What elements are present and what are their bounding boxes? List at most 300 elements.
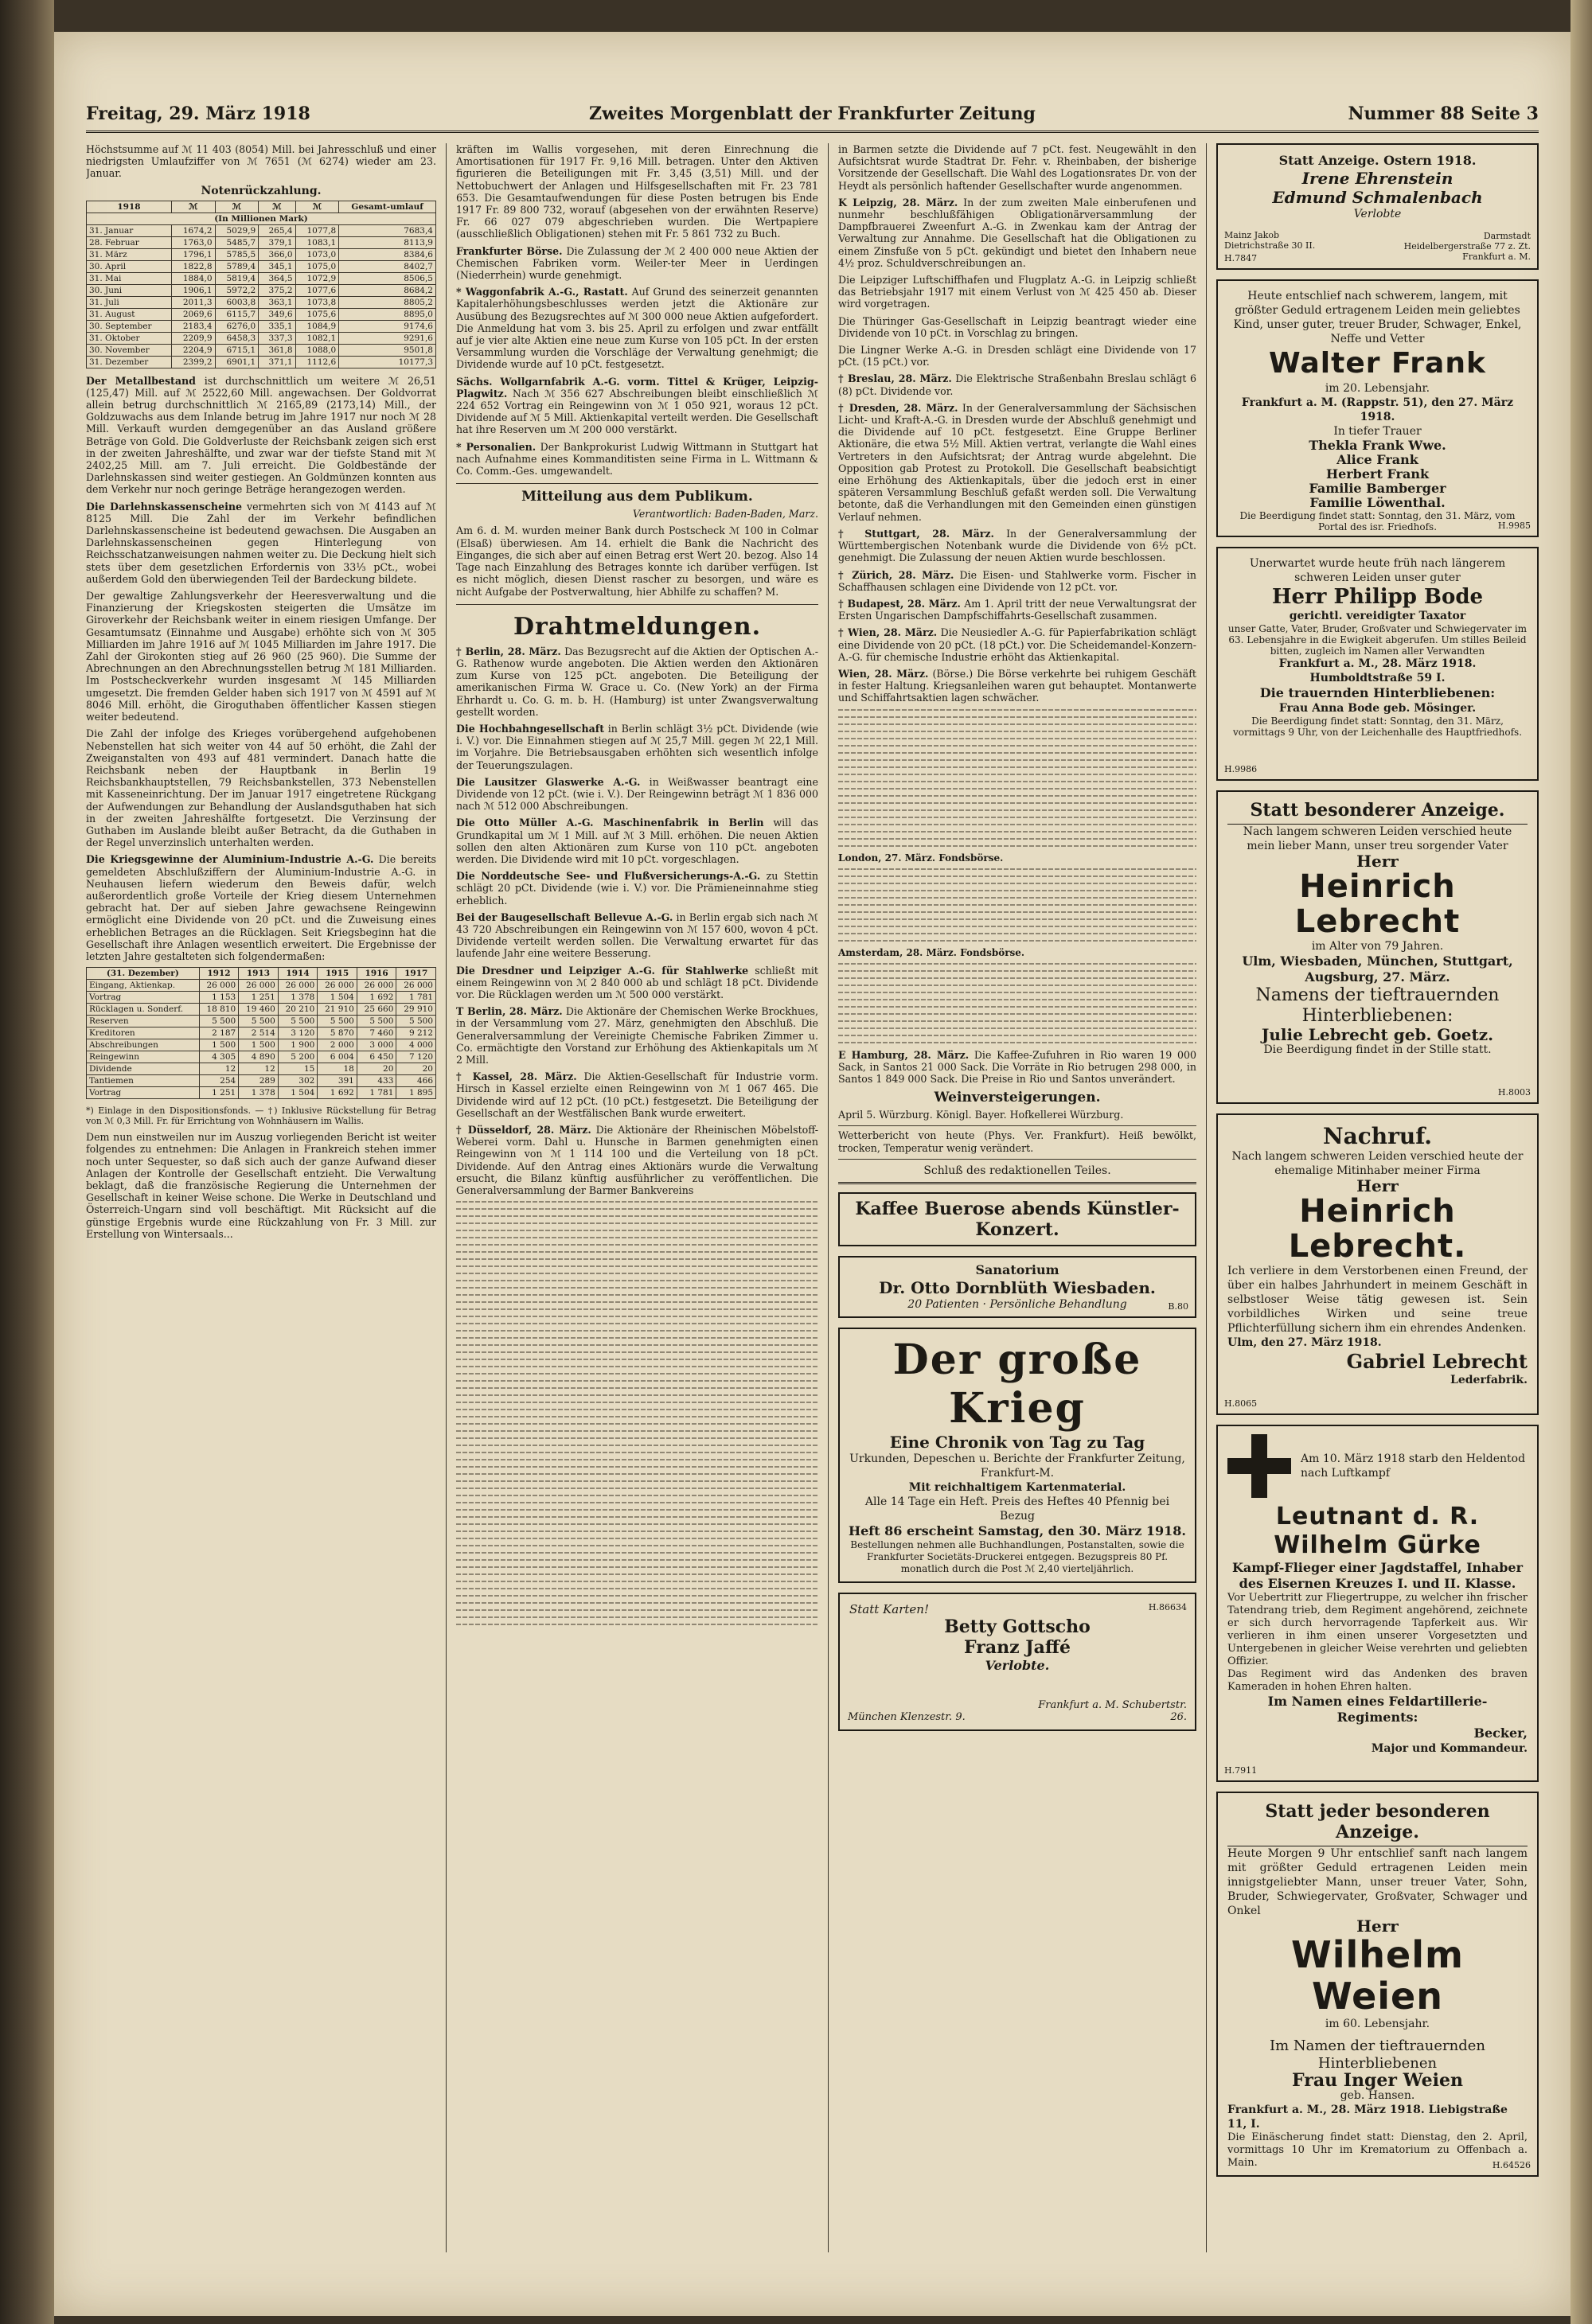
table-cell: 1 251 bbox=[199, 1087, 239, 1099]
wire-item bbox=[838, 402, 1196, 523]
table-header: 1918 bbox=[87, 201, 172, 213]
obit-text: Ich verliere in dem Verstorbenen einen Freund, der über ein halbes Jahrhundert in meinem Geschäft in selbstloser Weise tätig gewesen ist. Sein vorbildliches Wirken und seine treue Pflichterfüllung sichern ihm ein ehrendes Andenken. bbox=[1227, 1265, 1528, 1335]
wire-item bbox=[456, 911, 818, 960]
table-cell: 5972,2 bbox=[215, 284, 259, 296]
table-cell: 1906,1 bbox=[171, 284, 215, 296]
ad-line: Heft 86 erscheint Samstag, den 30. März 1918. bbox=[848, 1523, 1186, 1538]
masthead-page-number: Nummer 88 Seite 3 bbox=[1348, 103, 1539, 124]
table-row bbox=[87, 344, 436, 356]
obit-place: Ulm, den 27. März 1918. bbox=[1227, 1336, 1382, 1349]
wire-item bbox=[838, 372, 1196, 396]
table-header: 1914 bbox=[278, 968, 318, 980]
table-cell: 361,8 bbox=[259, 344, 295, 356]
paragraph: Dem nun einstweilen nur im Auszug vorliegenden Bericht ist weiter folgendes zu entnehmen: Die Anlagen in Frankreich stehen immer noch unter Sequester, so daß sich auch der ganze Aufwand dieser Anlagen der Kontrolle der Gesellschaft entzieht. Die Verwaltung beklagt, daß die französische Regierung die Unternehmen der Gesellschaft in keiner Weise schone. Die Werke in Deutschland und Österreich-Ungarn sind voll beschäftigt. Mit Rücksicht auf die günstige Ergebnis wurde eine Rückzahlung von Fr. 3 Mill. zur Erstellung von Wintersaals... bbox=[86, 1131, 436, 1240]
wire-item-lead: † Breslau, 28. März. bbox=[838, 372, 952, 385]
table-cell: 3 120 bbox=[278, 1027, 318, 1039]
ad-heading: Statt Karten! bbox=[849, 1601, 929, 1616]
obit-name: Herr Philipp Bode bbox=[1271, 585, 1484, 609]
notes-table bbox=[86, 201, 436, 368]
table-cell: 26 000 bbox=[239, 980, 279, 992]
paragraph bbox=[86, 375, 436, 496]
table-cell: 7 460 bbox=[357, 1027, 396, 1039]
table-cell: 1072,9 bbox=[295, 272, 339, 284]
table-row bbox=[87, 1039, 436, 1051]
obit-widow-maiden: geb. Hansen. bbox=[1340, 2089, 1415, 2102]
table-cell: 8506,5 bbox=[339, 272, 436, 284]
table-header: ℳ bbox=[295, 201, 339, 213]
ad-name: Edmund Schmalenbach bbox=[1272, 188, 1483, 207]
ad-code: H.9986 bbox=[1224, 764, 1258, 774]
table-cell: 31. Juli bbox=[87, 296, 172, 308]
paragraph-lead: Sächs. Wollgarnfabrik A.-G. vorm. Tittel & Krüger, Leipzig-Plagwitz. bbox=[456, 375, 818, 400]
table-cell: Eingang, Aktienkap. bbox=[87, 980, 200, 992]
table-cell: 1077,8 bbox=[295, 224, 339, 236]
paragraph bbox=[86, 501, 436, 585]
table-cell: 1 378 bbox=[278, 992, 318, 1004]
obit-mourners bbox=[1227, 439, 1528, 510]
ad-name: Dr. Otto Dornblüth Wiesbaden. bbox=[879, 1277, 1156, 1297]
ad-address-left: München Klenzestr. 9. bbox=[848, 1710, 966, 1723]
ad-sub: Verlobte bbox=[1353, 208, 1402, 220]
wire-item-body: will das Grundkapital um ℳ 1 Mill. auf ℳ 3 Mill. erhöhen. Die neuen Aktien sollen den alten Aktionären zum Kurse von 110 pCt. angeboten werden. Die Dividende wird mit 10 pCt. vorgeschlagen. bbox=[456, 817, 818, 865]
table-cell: 5485,7 bbox=[215, 236, 259, 248]
ad-line: Mit reichhaltigem Kartenmaterial. bbox=[908, 1480, 1126, 1494]
obit-name: Wilhelm Weien bbox=[1291, 1933, 1464, 2018]
table-cell: 379,1 bbox=[259, 236, 295, 248]
table-cell: 1763,0 bbox=[171, 236, 215, 248]
obit-text: Am 10. März 1918 starb den Heldentod nach Luftkampf bbox=[1301, 1452, 1526, 1480]
column-rule bbox=[1206, 143, 1207, 2252]
paragraph: kräften im Wallis vorgesehen, mit deren Einrechnung die Amortisationen für 1917 Fr. 9,16 Mill. betragen. Unter den Aktiven figurieren die Beteiligungen mit Fr. 3,45 (3,51) Mill. und der Nettobuchwert der Anlagen und Hilfsgesellschaften mit Fr. 23 781 653. Die Gesamtaufwendungen für diese Posten betrugen bis Ende 1917 Fr. 89 800 732, worauf (abgesehen von der erwähnten Reserve) Fr. 66 027 079 abgeschrieben wurden. Die Wertpapiere (ausschließlich Obligationen) stehen mit Fr. 5 861 732 zu Buch. bbox=[456, 143, 818, 240]
market-table-amsterdam bbox=[838, 963, 1196, 1043]
paragraph-lead: * Waggonfabrik A.-G., Rastatt. bbox=[456, 286, 628, 298]
market-table-london bbox=[838, 868, 1196, 942]
table-cell: 1 251 bbox=[239, 992, 279, 1004]
ad-address-right: Frankfurt a. M. Schubertstr. 26. bbox=[1038, 1698, 1187, 1723]
table-cell: 1 153 bbox=[199, 992, 239, 1004]
obit-heading: Statt jeder besonderen Anzeige. bbox=[1227, 1801, 1528, 1846]
table-cell: 2069,6 bbox=[171, 308, 215, 320]
ad-code: H.86634 bbox=[1148, 1601, 1187, 1612]
table-cell: 265,4 bbox=[259, 224, 295, 236]
wire-item-lead: † Budapest, 28. März. bbox=[838, 597, 961, 610]
table-cell: 289 bbox=[239, 1075, 279, 1087]
table-row bbox=[87, 284, 436, 296]
paragraph: Der gewaltige Zahlungsverkehr der Heeresverwaltung und die Finanzierung der Kriegskosten steigerten die Umsätze im Giroverkehr der Reichsbank weiter in einem riesigen Umfange. Der Gesamtumsatz (Einnahme und Ausgabe) erhöhte sich von ℳ 305 Milliarden im Jahre 1916 auf ℳ 1045 Milliarden im Jahre 1917. Die Zahl der Girokonten stieg auf 26 960 (25 960). Die Summe der Abrechnungen an den Abrechnungsstellen betrug ℳ 181 Milliarden. Im Postscheckverkehr wurden insgesamt ℳ 145 Milliarden umgesetzt. Die fremden Gelder haben sich 1917 von ℳ 4591 auf ℳ 8046 Mill. erhöht, die Giroguthaben öffentlicher Kassen stiegen weiter bedeutend. bbox=[86, 590, 436, 723]
table-cell: 7683,4 bbox=[339, 224, 436, 236]
obituary-wilhelm-weien bbox=[1216, 1792, 1539, 2177]
obit-text: unser Gatte, Vater, Bruder, Großvater und Schwiegervater im 63. Lebensjahre in die Ewigkeit abgerufen. Um stilles Beileid bitten, zugleich im Namen aller Verwandten bbox=[1227, 623, 1528, 657]
obit-firm-type: Lederfabrik. bbox=[1450, 1374, 1528, 1386]
table-cell: 10177,3 bbox=[339, 356, 436, 368]
table-cell: 2209,9 bbox=[171, 332, 215, 344]
table-cell: Vortrag bbox=[87, 1087, 200, 1099]
table-cell: 8895,0 bbox=[339, 308, 436, 320]
table-header: 1917 bbox=[396, 968, 436, 980]
ad-name: Betty Gottscho bbox=[944, 1616, 1091, 1637]
table-cell: 18 bbox=[318, 1063, 357, 1075]
wire-item-body: (Börse.) Die Börse verkehrte bei ruhigem Geschäft in fester Haltung. Kriegsanleihen waren gut behauptet. Montanwerte und Schiffahrtsaktien lagen schwächer. bbox=[838, 667, 1196, 704]
ad-sanatorium bbox=[838, 1256, 1196, 1318]
obit-text: Vor Uebertritt zur Fliegertruppe, zu welcher ihn frischer Tatendrang trieb, dem Regiment angehörend, zeichnete er sich durch hervorragende Tapferkeit aus. Wir verlieren in ihm einen unserer Vorgesetzten und Untergebenen in gleicher Weise verehrten und geliebten Offizier. bbox=[1227, 1592, 1528, 1667]
table-cell: 1 781 bbox=[396, 992, 436, 1004]
table-cell: 5819,4 bbox=[215, 272, 259, 284]
paragraph: Die Lingner Werke A.-G. in Dresden schlägt eine Dividende von 17 pCt. (15 pCt.) vor. bbox=[838, 344, 1196, 368]
table-cell: 26 000 bbox=[278, 980, 318, 992]
table-cell: 9 212 bbox=[396, 1027, 436, 1039]
wire-item-lead: Die Otto Müller A.-G. Maschinenfabrik in Berlin bbox=[456, 817, 764, 829]
table-row bbox=[87, 272, 436, 284]
table-header: ℳ bbox=[215, 201, 259, 213]
obit-title: gerichtl. vereidigter Taxator bbox=[1289, 610, 1466, 622]
table-cell: 18 810 bbox=[199, 1004, 239, 1016]
table-cell: 5 500 bbox=[278, 1016, 318, 1027]
mourner: Thekla Frank Wwe. bbox=[1309, 438, 1446, 453]
table-cell: 5 500 bbox=[357, 1016, 396, 1027]
table-cell: 2011,3 bbox=[171, 296, 215, 308]
wire-item-body: Am 1. April tritt der neue Verwaltungsrat der Ersten Ungarischen Dampfschiffahrts-Gesellschaft zusammen. bbox=[838, 597, 1196, 622]
ad-line: Alle 14 Tage ein Heft. Preis des Heftes 40 Pfennig bei Bezug bbox=[864, 1495, 1170, 1523]
wire-item bbox=[838, 668, 1196, 704]
wire-item-body: In der Generalversammlung der Württembergischen Notenbank wurde die Dividende von 6½ pCt. genehmigt. Die Zulassung der neuen Aktien wurde beschlossen. bbox=[838, 527, 1196, 564]
obit-age: im 60. Lebensjahr. bbox=[1325, 2018, 1430, 2030]
wire-item-lead: Wien, 28. März. bbox=[838, 667, 929, 680]
notice-sub: Verantwortlich: Baden-Baden, Marz. bbox=[632, 508, 818, 521]
wine-title: Weinversteigerungen. bbox=[934, 1090, 1101, 1106]
obituary-philipp-bode bbox=[1216, 547, 1539, 781]
wire-item bbox=[838, 598, 1196, 622]
masthead bbox=[86, 103, 1539, 133]
paragraph bbox=[456, 286, 818, 370]
obit-place: Frankfurt a. M. (Rappstr. 51), den 27. März 1918. bbox=[1241, 396, 1514, 423]
table-header: ℳ bbox=[259, 201, 295, 213]
obit-herr: Herr bbox=[1356, 852, 1399, 871]
table-row bbox=[87, 296, 436, 308]
table-row bbox=[87, 1075, 436, 1087]
ad-code: H.8003 bbox=[1497, 1087, 1531, 1098]
table-header: (31. Dezember) bbox=[87, 968, 200, 980]
obit-widow: Frau Inger Weien bbox=[1292, 2070, 1463, 2091]
notice-text: Am 6. d. M. wurden meiner Bank durch Postscheck ℳ 100 in Colmar (Elsaß) überwiesen. Am 14. erhielt die Bank die Nachricht des Einganges, die sich aber auf einen Betrag erst Wert 20. bezog. Also 14 Tage nach Einzahlung des Betrages konnte ich darüber verfügen. Ist es nicht möglich, diesen Dienst rascher zu besorgen, und wäre es nicht Aufgabe der Postverwaltung, hier Abhilfe zu schaffen? M. bbox=[456, 524, 818, 598]
column-4-announcements bbox=[1216, 143, 1539, 2252]
paragraph bbox=[456, 376, 818, 436]
table-cell: 26 000 bbox=[318, 980, 357, 992]
table-cell: 1796,1 bbox=[171, 248, 215, 260]
paragraph-body: vermehrten sich von ℳ 4143 auf ℳ 8125 Mill. Die Zahl der im Verkehr befindlichen Darlehnskassenscheine ist bedeutend gewachsen. Die Ausgaben an Darlehnskassenscheinen gegen Hinterlegung von Reichsschatzanweisungen nahmen weiter zu. Die Deckung hielt sich stets über dem gesetzlichen Erfordernis von 33⅓ pCt., wobei außerdem Gold den überwiegenden Teil der Bardeckung bildete. bbox=[86, 500, 436, 585]
table-cell: 8402,7 bbox=[339, 260, 436, 272]
obituary-wilhelm-gurke bbox=[1216, 1425, 1539, 1782]
table-cell: 1077,6 bbox=[295, 284, 339, 296]
table-cell: 1082,1 bbox=[295, 332, 339, 344]
wire-item-body: schließt mit einem Reingewinn von ℳ 2 840 000 ab und schlägt 18 pCt. Dividende vor. Die Rücklagen werden um ℳ 500 000 verstärkt. bbox=[456, 964, 818, 1000]
market-title-london: London, 27. März. Fondsbörse. bbox=[838, 852, 1004, 864]
table-cell: 15 bbox=[278, 1063, 318, 1075]
text-filler bbox=[838, 709, 1196, 847]
wire-item-lead: E Hamburg, 28. März. bbox=[838, 1048, 970, 1061]
table-cell: 6458,3 bbox=[215, 332, 259, 344]
wire-item bbox=[456, 723, 818, 771]
table-cell: 8113,9 bbox=[339, 236, 436, 248]
paragraph: Die Zahl der infolge des Krieges vorübergehend aufgehobenen Nebenstellen hat sich weiter von 44 auf 50 erhöht, die Zahl der Zweiganstalten von 493 auf 481 vermindert. Danach hatte die Reichsbank neben der Hauptbank in Berlin 19 Reichsbankhauptstellen, 79 Reichsbankstellen, 373 Nebenstellen mit Kasseneinrichtung. Der im Januar 1917 eingetretene Rückgang der Aufwendungen zur Behandlung der Auslandsguthaben hat sich in der zweiten Jahreshälfte fortgesetzt. Die Verzinsung der Guthaben im Auslande bleibt außer Betracht, da die Guthaben in der Regel unverzinslich unterhalten werden. bbox=[86, 727, 436, 849]
table-row bbox=[87, 260, 436, 272]
table-cell: 5 200 bbox=[278, 1051, 318, 1063]
table-cell: 1088,0 bbox=[295, 344, 339, 356]
table-cell: 9174,6 bbox=[339, 320, 436, 332]
paragraph-body: Der Bankprokurist Ludwig Wittmann in Stuttgart hat nach Aufnahme eines Kommanditisten seine Firma in L. Wittmann & Co. Comm.-Ges. umgewandelt. bbox=[456, 440, 818, 478]
ad-sub: 20 Patienten · Persönliche Behandlung bbox=[907, 1297, 1127, 1311]
table-cell: 4 890 bbox=[239, 1051, 279, 1063]
obit-note: Die Beerdigung findet statt: Sonntag, den 31. März, vom Portal des isr. Friedhofs. bbox=[1239, 510, 1516, 532]
obit-text: Das Regiment wird das Andenken des braven Kameraden in hohen Ehren halten. bbox=[1227, 1668, 1528, 1693]
table-row bbox=[87, 356, 436, 368]
table-cell: 1073,0 bbox=[295, 248, 339, 260]
ad-sub: Verlobte. bbox=[985, 1657, 1050, 1673]
wire-item-body: In der zum zweiten Male einberufenen und nunmehr beschlußfähigen Obligationärversammlung der Dampfbrauerei Zweenfurt A.-G. in Zwenkau kam der Antrag der Verwaltung zur Annahme. Die Gesellschaft hat die Obligationen zu einem Zinsfuße von 5 pCt. gekündigt und bietet den Inhabern neue 4½ proz. Schuldverschreibungen an. bbox=[838, 196, 1196, 269]
table-cell: 1 500 bbox=[239, 1039, 279, 1051]
article-heading: Die Kriegsgewinne der Aluminium-Industrie A.-G. bbox=[86, 853, 374, 866]
table-cell: 1 692 bbox=[357, 992, 396, 1004]
mourner: Herbert Frank bbox=[1325, 466, 1430, 482]
wire-item bbox=[456, 645, 818, 718]
table-cell: 1 900 bbox=[278, 1039, 318, 1051]
table-cell: 26 000 bbox=[199, 980, 239, 992]
column-rule bbox=[828, 143, 829, 2252]
table-header-row bbox=[87, 201, 436, 213]
obit-text: Heute Morgen 9 Uhr entschlief sanft nach langem mit größter Geduld ertragenen Leiden mein innigstgeliebter Mann, unser treuer Vater, Sohn, Bruder, Schwiegervater, Großvater, Schwager und Onkel bbox=[1227, 1847, 1528, 1917]
wire-item-body: Die Aktionäre der Chemischen Werke Brockhues, in der Versammlung vom 27. März, genehmigten den Abschluß. Die Generalversammlung der Vereinigte Chemische Fabriken Zimmer u. Co. ermächtigte den Vorstand zur Erhöhung des Aktienkapitals um ℳ 2 Mill. bbox=[456, 1005, 818, 1066]
paragraph-lead: Die Darlehnskassenscheine bbox=[86, 500, 243, 513]
obit-signature-title: Major und Kommandeur. bbox=[1371, 1742, 1528, 1755]
wire-item-lead: † Dresden, 28. März. bbox=[838, 401, 958, 414]
table-cell: 349,6 bbox=[259, 308, 295, 320]
paragraph-lead: * Personalien. bbox=[456, 440, 537, 453]
notice-title: Mitteilung aus dem Publikum. bbox=[521, 489, 753, 505]
ad-heading: Statt Anzeige. Ostern 1918. bbox=[1278, 153, 1477, 168]
table-cell: 363,1 bbox=[259, 296, 295, 308]
wire-item bbox=[838, 569, 1196, 593]
table-cell: 12 bbox=[239, 1063, 279, 1075]
wire-item-body: in Berlin ergab sich nach ℳ 43 720 Abschreibungen ein Reingewinn von ℳ 157 600, wovon 4 pCt. Dividende verteilt werden sollen. Die Verwaltung erwartet für das laufende Jahr eine weitere Besserung. bbox=[456, 910, 818, 960]
wire-item bbox=[456, 870, 818, 907]
table-row bbox=[87, 1087, 436, 1099]
wire-item-lead: † Kassel, 28. März. bbox=[456, 1070, 577, 1083]
aluminium-table-body bbox=[87, 980, 436, 1099]
intro-text: Höchstsumme auf ℳ 11 403 (8054) Mill. bei Jahresschluß und einer niedrigsten Umlaufziffer von ℳ 7651 (ℳ 6274) wieder am 23. Januar. bbox=[86, 143, 436, 180]
obit-title: Kampf-Flieger einer Jagdstaffel, Inhaber des Eisernen Kreuzes I. und II. Klasse. bbox=[1232, 1560, 1523, 1591]
wire-item bbox=[456, 776, 818, 813]
masthead-date: Freitag, 29. März 1918 bbox=[86, 103, 310, 124]
table-cell: 1674,2 bbox=[171, 224, 215, 236]
table-cell: 371,1 bbox=[259, 356, 295, 368]
wire-item-lead: T Berlin, 28. März. bbox=[456, 1005, 563, 1018]
table-header: 1912 bbox=[199, 968, 239, 980]
ad-heading: Sanatorium bbox=[975, 1261, 1059, 1277]
wire-item-body: Die Aktien-Gesellschaft für Industrie vorm. Hirsch in Kassel erzielte einen Reingewinn von ℳ 1 067 465. Die Dividende wird auf 12 pCt. (10 pCt.) festgesetzt. Die Beteiligung der Gesellschaft an der Westfälischen Bank wurde erweitert. bbox=[456, 1070, 818, 1119]
wire-item-lead: Die Norddeutsche See- und Flußversicherungs-A.-G. bbox=[456, 870, 761, 883]
paragraph-lead: Der Metallbestand bbox=[86, 374, 196, 387]
obituary-heinrich-lebrecht bbox=[1216, 790, 1539, 1104]
ad-code: H.64526 bbox=[1492, 2160, 1531, 2170]
wire-item bbox=[456, 965, 818, 1001]
wire-item-body: zu Stettin schlägt 20 pCt. Dividende (wie i. V.) vor. Die Prämieneinnahme stieg erheblich. bbox=[456, 870, 818, 907]
obit-name: Heinrich Lebrecht. bbox=[1288, 1193, 1467, 1265]
table-cell: 1 500 bbox=[199, 1039, 239, 1051]
table-cell: 466 bbox=[396, 1075, 436, 1087]
table-cell: 28. Februar bbox=[87, 236, 172, 248]
paragraph: Die Thüringer Gas-Gesellschaft in Leipzig beantragt wieder eine Dividende von 10 pCt. in Vorschlag zu bringen. bbox=[838, 314, 1196, 339]
table-cell: 5785,5 bbox=[215, 248, 259, 260]
wire-item bbox=[456, 1124, 818, 1196]
wire-item-lead: Die Lausitzer Glaswerke A.-G. bbox=[456, 775, 641, 788]
table-row bbox=[87, 320, 436, 332]
obit-mourning: Im Namen eines Feldartillerie-Regiments: bbox=[1267, 1694, 1488, 1725]
table-cell: 335,1 bbox=[259, 320, 295, 332]
obituary-walter-frank bbox=[1216, 279, 1539, 537]
ad-line: Bestellungen nehmen alle Buchhandlungen, Postanstalten, sowie die Frankfurter Societäts-Druckerei entgegen. Bezugspreis 80 Pf. monatlich durch die Post ℳ 2,40 vierteljährlich. bbox=[850, 1538, 1184, 1574]
table-cell: 5 870 bbox=[318, 1027, 357, 1039]
table-cell: 433 bbox=[357, 1075, 396, 1087]
wire-item-lead: Die Hochbahngesellschaft bbox=[456, 722, 605, 735]
column-2 bbox=[456, 143, 818, 2252]
table-cell: 1075,0 bbox=[295, 260, 339, 272]
table-cell: 20 bbox=[357, 1063, 396, 1075]
page-edge bbox=[1571, 0, 1592, 2324]
paragraph-body: Nach ℳ 356 627 Abschreibungen bleibt einschließlich ℳ 224 652 Vortrag ein Reingewinn von ℳ 1 050 921, woraus 12 pCt. Dividende auf ℳ 5 Mill. Aktienkapital verteilt werden. Die Gesellschaft hat ihre Reserven um ℳ 200 000 verstärkt. bbox=[456, 387, 818, 436]
weather-report: Wetterbericht von heute (Phys. Ver. Frankfurt). Heiß bewölkt, trocken, Temperatur wenig verändert. bbox=[838, 1129, 1196, 1154]
table-cell: Vortrag bbox=[87, 992, 200, 1004]
table-cell: 26 000 bbox=[396, 980, 436, 992]
table-cell: 29 910 bbox=[396, 1004, 436, 1016]
table-cell: 1 504 bbox=[318, 992, 357, 1004]
wire-item-lead: K Leipzig, 28. März. bbox=[838, 196, 958, 209]
table-header-row bbox=[87, 968, 436, 980]
table-cell: 345,1 bbox=[259, 260, 295, 272]
table-cell: 5029,9 bbox=[215, 224, 259, 236]
wire-item-body: Die Elektrische Straßenbahn Breslau schlägt 6 (8) pCt. Dividende vor. bbox=[838, 372, 1196, 397]
wire-item bbox=[456, 817, 818, 865]
table-cell: 31. März bbox=[87, 248, 172, 260]
table-cell: 3 000 bbox=[357, 1039, 396, 1051]
paragraph: in Barmen setzte die Dividende auf 7 pCt. fest. Neugewählt in den Aufsichtsrat wurde Stadtrat Dr. Fehr. v. Rheinbaben, der bisherige Vorsitzende der Gesellschaft. Die Wahl des Logationsrates Dr. von der Heydt als persönlich haftender Gesellschafter wurde angenommen. bbox=[838, 143, 1196, 192]
mourner: Alice Frank bbox=[1336, 452, 1418, 467]
table-cell: 6715,1 bbox=[215, 344, 259, 356]
table-cell: 21 910 bbox=[318, 1004, 357, 1016]
table-cell: 19 460 bbox=[239, 1004, 279, 1016]
table-row bbox=[87, 224, 436, 236]
table-cell: 31. Mai bbox=[87, 272, 172, 284]
aluminium-table bbox=[86, 967, 436, 1099]
table-footnote: *) Einlage in den Dispositionsfonds. — †) Inklusive Rückstellung für Betrag von ℳ 0,3 Mill. Fr. für Errichtung von Wohnhäusern im Wallis. bbox=[86, 1105, 436, 1127]
obit-name: Leutnant d. R. Wilhelm Gürke bbox=[1274, 1503, 1481, 1559]
obit-mourning: Die trauernden Hinterbliebenen: bbox=[1259, 685, 1496, 700]
table-cell: 9501,8 bbox=[339, 344, 436, 356]
wire-item-body: In der Generalversammlung der Sächsischen Licht- und Kraft-A.-G. in Dresden wurde der Abschluß genehmigt und die Dividende auf 10 pCt. festgesetzt. Eine Gruppe Berliner Aktionäre, die etwa 5½ Mill. Aktien vertrat, verlangte die Wahl eines Vertreters in den Aufsichtsrat; der Antrag wurde abgelehnt. Die Opposition gab Protest zu Protokoll. Die Gesellschaft beabsichtigt eine Erhöhung des Aktienkapitals, über die jedoch erst in einer späteren Versammlung Beschluß gefaßt werden soll. Die Verwaltung betonte, daß die Verhandlungen mit den Gemeinden einen günstigen Verlauf nehmen. bbox=[838, 401, 1196, 523]
table-cell: 5 500 bbox=[396, 1016, 436, 1027]
table-cell: 20 bbox=[396, 1063, 436, 1075]
table-cell: 9291,6 bbox=[339, 332, 436, 344]
ad-code: H.7911 bbox=[1224, 1765, 1258, 1776]
table-header: 1915 bbox=[318, 968, 357, 980]
obituary-nachruf-lebrecht bbox=[1216, 1113, 1539, 1415]
table1-title: Notenrückzahlung. bbox=[201, 184, 322, 197]
table-cell: 1084,9 bbox=[295, 320, 339, 332]
paragraph bbox=[456, 441, 818, 478]
table-cell: Tantiemen bbox=[87, 1075, 200, 1087]
column-rule bbox=[446, 143, 447, 2252]
ad-der-grosse-krieg bbox=[838, 1328, 1196, 1583]
obit-age: im 20. Lebensjahr. bbox=[1325, 382, 1430, 395]
paragraph-body: ist durchschnittlich um weitere ℳ 26,51 (125,47) Mill. auf ℳ 2522,60 Mill. angewachsen. Der Goldvorrat allein betrug durchschnittlich ℳ 2165,89 (2173,14) Mill., der Goldzuwachs aus dem Inlande betrug im Jahre 1917 nur noch ℳ 28 Mill. Verkauft wurden demgegenüber an das Ausland größere Beträge von Gold. Die Goldverluste der Reichsbank zeigen sich erst in der zweiten Jahreshälfte, und zwar war der tiefste Stand mit ℳ 2402,25 Mill. am 7. Juli erreicht. Die Goldbestände der Darlehnskassen sind weiter gestiegen. An Goldmünzen konnten aus dem Verkehr nur noch geringe Beträge herangezogen werden. bbox=[86, 374, 436, 496]
table-cell: 6901,1 bbox=[215, 356, 259, 368]
table-cell: 1 781 bbox=[357, 1087, 396, 1099]
table-row bbox=[87, 992, 436, 1004]
table-row bbox=[87, 332, 436, 344]
ad-name: Franz Jaffé bbox=[964, 1636, 1071, 1658]
wire-item-lead: † Zürich, 28. März. bbox=[838, 568, 954, 581]
table-cell: 30. Juni bbox=[87, 284, 172, 296]
table-cell: 366,0 bbox=[259, 248, 295, 260]
wire-item bbox=[838, 197, 1196, 269]
table-row bbox=[87, 1016, 436, 1027]
table-cell: 2 187 bbox=[199, 1027, 239, 1039]
obit-note: Die Beerdigung findet in der Stille statt. bbox=[1263, 1043, 1492, 1056]
table-cell: 5 500 bbox=[318, 1016, 357, 1027]
table-cell: 2 000 bbox=[318, 1039, 357, 1051]
wire-item-body: Die Aktionäre der Rheinischen Möbelstoff-Weberei vorm. Dahl u. Hunsche in Barmen genehmigten einen Reingewinn von ℳ 1 114 100 und die Verteilung von 18 pCt. Dividende. Auf den Antrag eines Aktionärs wurde die Verwaltung ersucht, die Bilanz künftig ausführlicher zu veröffentlichen. Die Generalversammlung der Barmer Bankvereins bbox=[456, 1124, 818, 1197]
table-cell: 8684,2 bbox=[339, 284, 436, 296]
table-row bbox=[87, 980, 436, 992]
table-cell: 5 500 bbox=[239, 1016, 279, 1027]
ad-engagement-ehrenstein bbox=[1216, 143, 1539, 270]
table-unit: (In Millionen Mark) bbox=[87, 213, 436, 224]
table-cell: 12 bbox=[199, 1063, 239, 1075]
wine-text: April 5. Würzburg. Königl. Bayer. Hofkellerei Würzburg. bbox=[838, 1109, 1124, 1121]
table-cell: 2399,2 bbox=[171, 356, 215, 368]
table-row bbox=[87, 1063, 436, 1075]
table-cell: 1083,1 bbox=[295, 236, 339, 248]
wire-item-body: in Weißwasser beantragt eine Dividende von 12 pCt. (wie i. V.). Der Reingewinn beträgt ℳ 1 836 000 nach ℳ 512 000 Abschreibungen. bbox=[456, 775, 818, 813]
wire-item-body: Die Eisen- und Stahlwerke vorm. Fischer in Schaffhausen schlagen eine Dividende von 12 pCt. vor. bbox=[838, 568, 1196, 593]
paragraph: Die Leipziger Luftschiffhafen und Flugplatz A.-G. in Leipzig schließt das Betriebsjahr 1917 mit einem Verlust von ℳ 425 450 ab. Dieser wird vorgetragen. bbox=[838, 274, 1196, 310]
table-cell: 25 660 bbox=[357, 1004, 396, 1016]
table-cell: 26 000 bbox=[357, 980, 396, 992]
table-cell: 1073,8 bbox=[295, 296, 339, 308]
table-cell: 31. Oktober bbox=[87, 332, 172, 344]
ad-address-right: Darmstadt Heidelbergerstraße 77 z. Zt. Frankfurt a. M. bbox=[1403, 231, 1531, 262]
obit-place: Frankfurt a. M., 28. März 1918. Liebigstraße 11, I. bbox=[1227, 2104, 1508, 2131]
obit-note: Die Beerdigung findet statt: Sonntag, den 31. März, vormittags 9 Uhr, von der Leichenhalle des Hauptfriedhofs. bbox=[1232, 716, 1523, 738]
end-editorial: Schluß des redaktionellen Teiles. bbox=[923, 1164, 1111, 1177]
wire-item-lead: † Düsseldorf, 28. März. bbox=[456, 1124, 591, 1137]
table-cell: Rücklagen u. Sonderf. bbox=[87, 1004, 200, 1016]
paragraph-body: Die bereits gemeldeten Abschlußziffern der Aluminium-Industrie A.-G. in Neuhausen liefern wiederum den Beweis dafür, welch außerordentlich große Vorteile der Krieg diesem Unternehmen gebracht hat. Der auf sieben Jahre gewachsene Reingewinn ermöglicht eine Dividende von 20 pCt. und die Zuweisung eines erheblichen Betrages an die Rücklagen. Seit Kriegsbeginn hat die Gesellschaft ihre Anlagen wesentlich erweitert. Die Ergebnisse der letzten Jahre gestalteten sich folgendermaßen: bbox=[86, 853, 436, 962]
wire-item-body: Die Neusiedler A.-G. für Papierfabrikation schlägt eine Dividende von 20 pCt. (18 pCt.) vor. Die Scheidemandel-Konzern-A.-G. für chemische Industrie erhöht das Aktienkapital. bbox=[838, 626, 1196, 663]
binding-spine bbox=[0, 0, 54, 2324]
table-cell: 6 450 bbox=[357, 1051, 396, 1063]
table-cell: 1822,8 bbox=[171, 260, 215, 272]
table-cell: 6115,7 bbox=[215, 308, 259, 320]
table-cell: Dividende bbox=[87, 1063, 200, 1075]
mourner: Familie Löwenthal. bbox=[1309, 495, 1446, 510]
table-row bbox=[87, 1051, 436, 1063]
ad-name: Irene Ehrenstein bbox=[1301, 169, 1453, 188]
table-cell: 8384,6 bbox=[339, 248, 436, 260]
table-cell: 1112,6 bbox=[295, 356, 339, 368]
table-cell: 20 210 bbox=[278, 1004, 318, 1016]
table-header: 1913 bbox=[239, 968, 279, 980]
wire-item-body: Die Kaffee-Zufuhren in Rio waren 19 000 Sack, in Santos 21 000 Sack. Die Vorräte in Rio betrugen 298 000, in Santos 1 849 000 Sack. Die Preise in Rio und Santos unverändert. bbox=[838, 1048, 1196, 1085]
obit-age: im Alter von 79 Jahren. bbox=[1311, 940, 1444, 953]
